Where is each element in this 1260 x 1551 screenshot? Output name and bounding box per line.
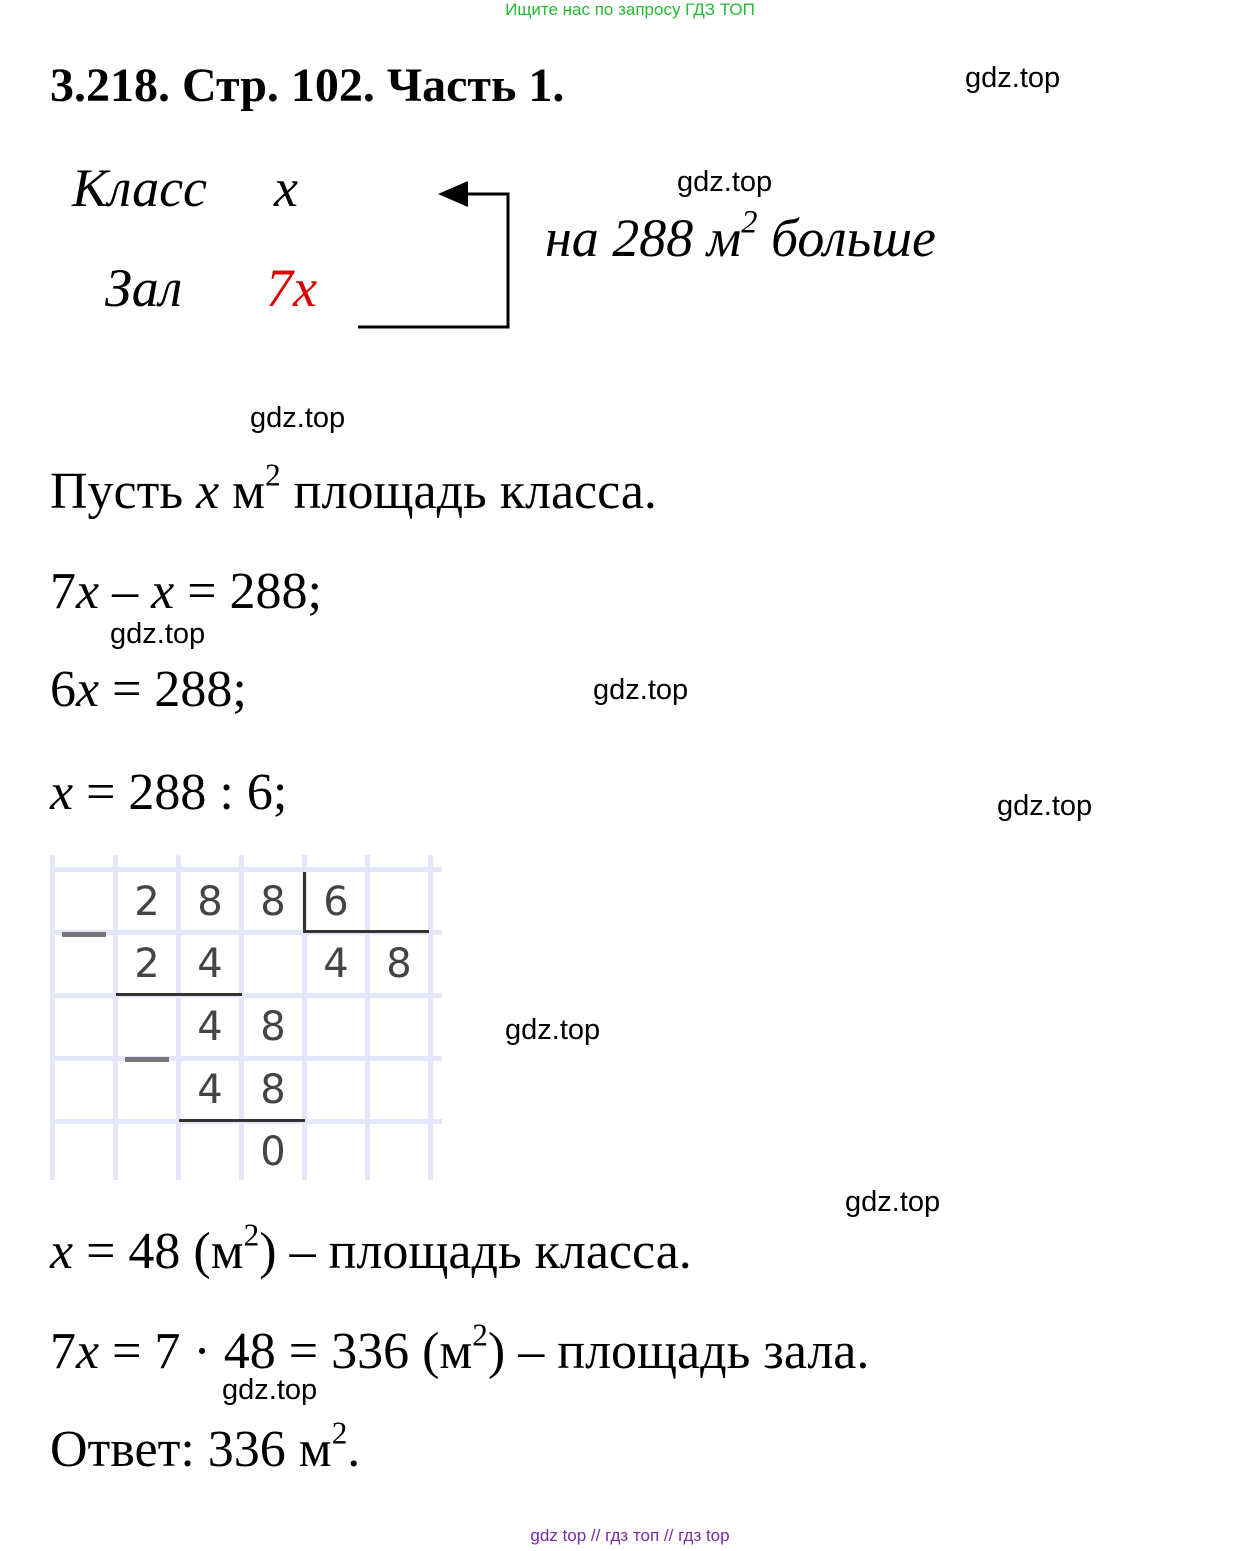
text: ) – площадь класса.: [259, 1223, 692, 1280]
text: м: [219, 463, 266, 520]
comparison-arrow: [350, 175, 520, 335]
class-value: x: [274, 158, 298, 218]
exponent: 2: [472, 1317, 488, 1353]
text: Пусть: [50, 463, 197, 520]
watermark: gdz.top: [593, 674, 689, 706]
text: = 7 · 48 = 336 (м: [99, 1323, 473, 1380]
dividend-digit: 8: [197, 879, 223, 925]
divisor-digit: 6: [323, 879, 349, 925]
text: 7: [50, 563, 76, 620]
grid-line: [50, 993, 442, 998]
variable: x: [76, 563, 100, 620]
text: = 48 (м: [73, 1223, 244, 1280]
subtrahend-digit: 8: [260, 1067, 286, 1113]
footer-links[interactable]: gdz top // гдз топ // гдз top: [530, 1526, 730, 1545]
watermark: gdz.top: [677, 166, 773, 198]
grid-line: [428, 855, 433, 1180]
variable: x: [151, 563, 175, 620]
text: 6: [50, 661, 76, 718]
watermark: gdz.top: [845, 1186, 941, 1218]
relation-text: [545, 204, 936, 269]
solution-line-5: [50, 1217, 692, 1281]
quotient-digit: 4: [323, 941, 349, 987]
answer-line: [50, 1415, 361, 1479]
watermark: gdz.top: [997, 790, 1093, 822]
text: Ответ: 336 м: [50, 1421, 332, 1478]
final-remainder: 0: [260, 1129, 286, 1175]
solution-line-4: [50, 763, 287, 822]
class-label: Класс: [72, 158, 207, 218]
text: –: [99, 563, 152, 620]
relation-main: на 288 м: [545, 208, 742, 268]
quotient-digit: 8: [386, 941, 412, 987]
remainder-digit: 8: [260, 1004, 286, 1050]
divisor-bracket: [303, 930, 429, 933]
remainder-digit: 4: [197, 1004, 223, 1050]
subtraction-line: [179, 1119, 305, 1122]
minus-sign: [62, 932, 106, 937]
page-title: 3.218. Стр. 102. Часть 1.: [50, 59, 565, 112]
dividend-digit: 2: [134, 879, 160, 925]
text: ) – площадь зала.: [487, 1323, 870, 1380]
grid-line: [50, 867, 442, 872]
watermark: gdz.top: [250, 402, 346, 434]
text: = 288;: [99, 661, 247, 718]
subtraction-line: [116, 993, 242, 996]
watermark: gdz.top: [965, 62, 1061, 94]
watermark: gdz.top: [222, 1374, 318, 1406]
hall-label: Зал: [105, 258, 183, 318]
variable: x: [76, 1323, 100, 1380]
text: = 288;: [174, 563, 322, 620]
solution-line-3: [50, 660, 247, 719]
text: .: [347, 1421, 361, 1478]
exponent: 2: [243, 1217, 260, 1253]
subtrahend-digit: 2: [134, 941, 160, 987]
variable: x: [50, 1223, 74, 1280]
variable: x: [76, 661, 100, 718]
top-banner[interactable]: Ищите нас по запросу ГДЗ ТОП: [505, 0, 755, 19]
minus-sign: [125, 1057, 169, 1062]
arrow-head-icon: [438, 181, 468, 207]
long-division: [50, 855, 442, 1180]
variable: x: [50, 764, 74, 821]
divisor-bracket: [303, 872, 306, 932]
hall-value: 7x: [266, 258, 317, 318]
variable: x: [196, 463, 220, 520]
exponent: 2: [265, 457, 281, 493]
watermark: gdz.top: [110, 618, 206, 650]
exponent: 2: [331, 1415, 348, 1451]
grid-line: [50, 1056, 442, 1061]
watermark: gdz.top: [505, 1014, 601, 1046]
relation-tail: больше: [757, 208, 936, 268]
solution-line-1: [50, 457, 657, 521]
relation-exponent: 2: [741, 204, 758, 241]
solution-line-2: [50, 562, 322, 621]
subtrahend-digit: 4: [197, 941, 223, 987]
dividend-digit: 8: [260, 879, 286, 925]
grid-line: [50, 855, 55, 1180]
text: площадь класса.: [280, 463, 657, 520]
text: = 288 : 6;: [73, 764, 288, 821]
text: 7: [50, 1323, 76, 1380]
subtrahend-digit: 4: [197, 1067, 223, 1113]
solution-line-6: [50, 1317, 870, 1381]
